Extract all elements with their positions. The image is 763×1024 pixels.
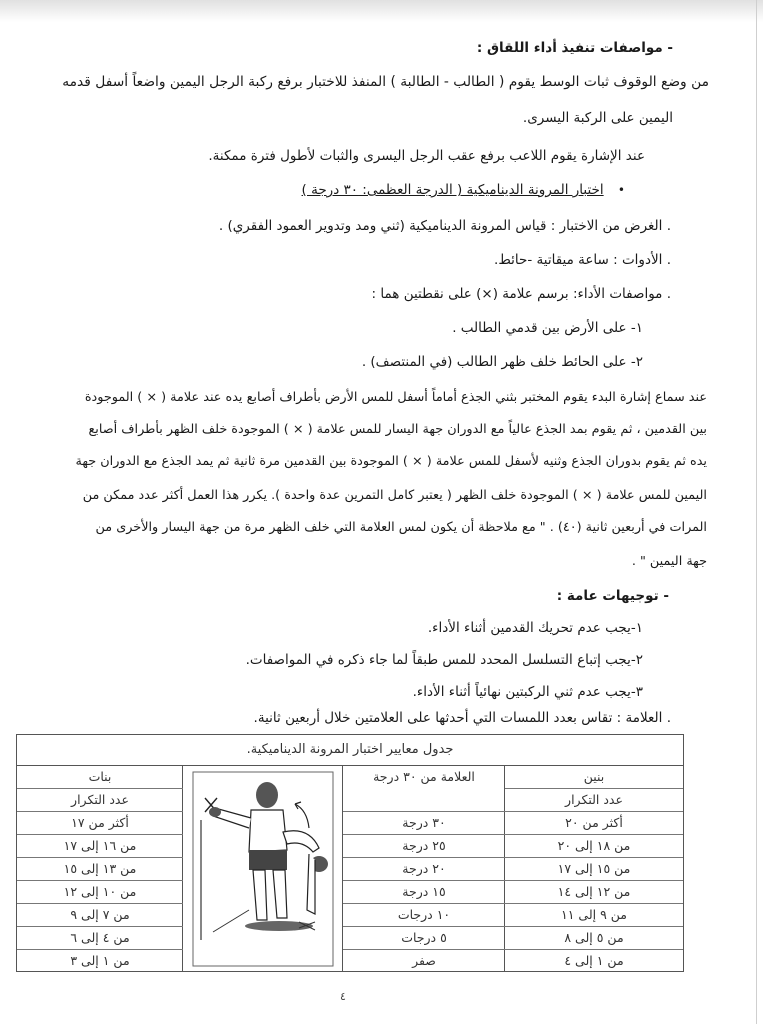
paragraph-line: عند سماع إشارة البدء يقوم المختبر بثني الجذع أماماً أسفل للمس الأرض بأطراف أصابع يده عند علامة ( × ) الموجودة: [84, 390, 707, 405]
column-girls: [17, 766, 183, 971]
paragraph-line: عند الإشارة يقوم اللاعب برفع عقب الرجل اليسرى والثبات لأطول فترة ممكنة.: [208, 148, 645, 164]
paragraph-line: المرات في أربعين ثانية (٤٠) . " مع ملاحظة أن يكون لمس العلامة التي خلف الظهر مرة من جهة اليسار والأخرى من: [95, 520, 707, 535]
column-illustration: [182, 766, 343, 971]
table-cell-girls: من ٤ إلى ٦: [17, 927, 183, 950]
table-cell-score: ٢٠ درجة: [343, 858, 505, 881]
table-cell-boys: من ٥ إلى ٨: [505, 927, 683, 950]
table-cell-score: ٣٠ درجة: [343, 812, 505, 835]
table-cell-girls: أكثر من ١٧: [17, 812, 183, 835]
section-heading-general-guidelines: - توجيهات عامة :: [556, 588, 669, 604]
table-cell-score: ٥ درجات: [343, 927, 505, 950]
paragraph-line: يده ثم يقوم بدوران الجذع وثنيه لأسفل للمس علامة ( × ) الموجودة بين القدمين مرة ثانية ثم يمد الجذع مع الدوران جهة: [75, 454, 707, 469]
paragraph-line: جهة اليمين " .: [631, 554, 707, 569]
paragraph-line: . مواصفات الأداء: برسم علامة (×) على نقطتين هما :: [371, 286, 671, 302]
table-cell-boys: من ٩ إلى ١١: [505, 904, 683, 927]
girls-header: بنات: [17, 766, 183, 789]
list-item: ٢- على الحائط خلف ظهر الطالب (في المنتصف) .: [361, 354, 643, 370]
column-boys: [504, 766, 683, 971]
list-item: ٣-يجب عدم ثني الركبتين نهائياً أثناء الأداء.: [412, 684, 643, 700]
paragraph-line: اليمين على الركبة اليسرى.: [522, 110, 673, 126]
page-number: ٤: [340, 990, 346, 1003]
table-cell-score: ١٠ درجات: [343, 904, 505, 927]
list-item: ٢-يجب إتباع التسلسل المحدد للمس طبقاً لما جاء ذكره في المواصفات.: [245, 652, 643, 668]
column-score: [342, 766, 505, 971]
section-heading-balance: - مواصفات تنفيذ أداء اللقاق :: [476, 40, 673, 56]
section-heading-text: اختبار المرونة الديناميكية ( الدرجة العظمى: ٣٠ درجة ): [301, 182, 604, 198]
paragraph-line: اليمين للمس علامة ( × ) الموجودة خلف الظهر ( يعتبر كامل التمرين عدة واحدة ). يكرر هذا العمل أكثر عدد ممكن من: [82, 488, 707, 503]
boys-header: بنين: [505, 766, 683, 789]
exercise-illustration: [191, 770, 335, 968]
table-cell-boys: من ١٢ إلى ١٤: [505, 881, 683, 904]
girls-subheader: عدد التكرار: [17, 789, 183, 812]
table-cell-girls: من ١ إلى ٣: [70, 953, 130, 968]
table-cell-boys: من ١٨ إلى ٢٠: [505, 835, 683, 858]
table-cell-girls: من ١٣ إلى ١٥: [17, 858, 183, 881]
table-cell-score: صفر: [412, 953, 436, 968]
paragraph-line: . الغرض من الاختبار : قياس المرونة الديناميكية (ثني ومد وتدوير العمود الفقري) .: [218, 218, 671, 234]
list-item: ١-يجب عدم تحريك القدمين أثناء الأداء.: [427, 620, 643, 636]
list-item: ١- على الأرض بين قدمي الطالب .: [452, 320, 643, 336]
table-cell-girls: من ٧ إلى ٩: [17, 904, 183, 927]
bullet-icon: •: [617, 183, 625, 197]
table-title: جدول معايير اختبار المرونة الديناميكية.: [17, 735, 683, 766]
boys-subheader: عدد التكرار: [505, 789, 683, 812]
criteria-table: [16, 734, 684, 972]
table-cell-score: ٢٥ درجة: [343, 835, 505, 858]
table-cell-score: ١٥ درجة: [343, 881, 505, 904]
table-cell-boys: من ١٥ إلى ١٧: [505, 858, 683, 881]
paragraph-line: . الأدوات : ساعة ميقاتية -حائط.: [494, 252, 671, 268]
table-cell-boys: من ١ إلى ٤: [564, 953, 624, 968]
table-cell-girls: من ١٠ إلى ١٢: [17, 881, 183, 904]
section-heading-dynamic-flexibility: [302, 180, 625, 200]
paragraph-line: من وضع الوقوف ثبات الوسط يقوم ( الطالب - الطالبة ) المنفذ للاختبار برفع ركبة الرجل اليمين واضعاً أسفل قدمه: [62, 74, 709, 90]
paragraph-line: . العلامة : تقاس بعدد اللمسات التي أحدثها على العلامتين خلال أربعين ثانية.: [253, 710, 671, 726]
table-cell-girls: من ١٦ إلى ١٧: [17, 835, 183, 858]
paragraph-line: بين القدمين ، ثم يقوم بمد الجذع عالياً مع الدوران جهة اليسار للمس علامة ( × ) الموجودة خلف الظهر بأطراف أصابع: [88, 422, 707, 437]
table-cell-boys: أكثر من ٢٠: [505, 812, 683, 835]
score-header: العلامة من ٣٠ درجة: [343, 766, 505, 812]
